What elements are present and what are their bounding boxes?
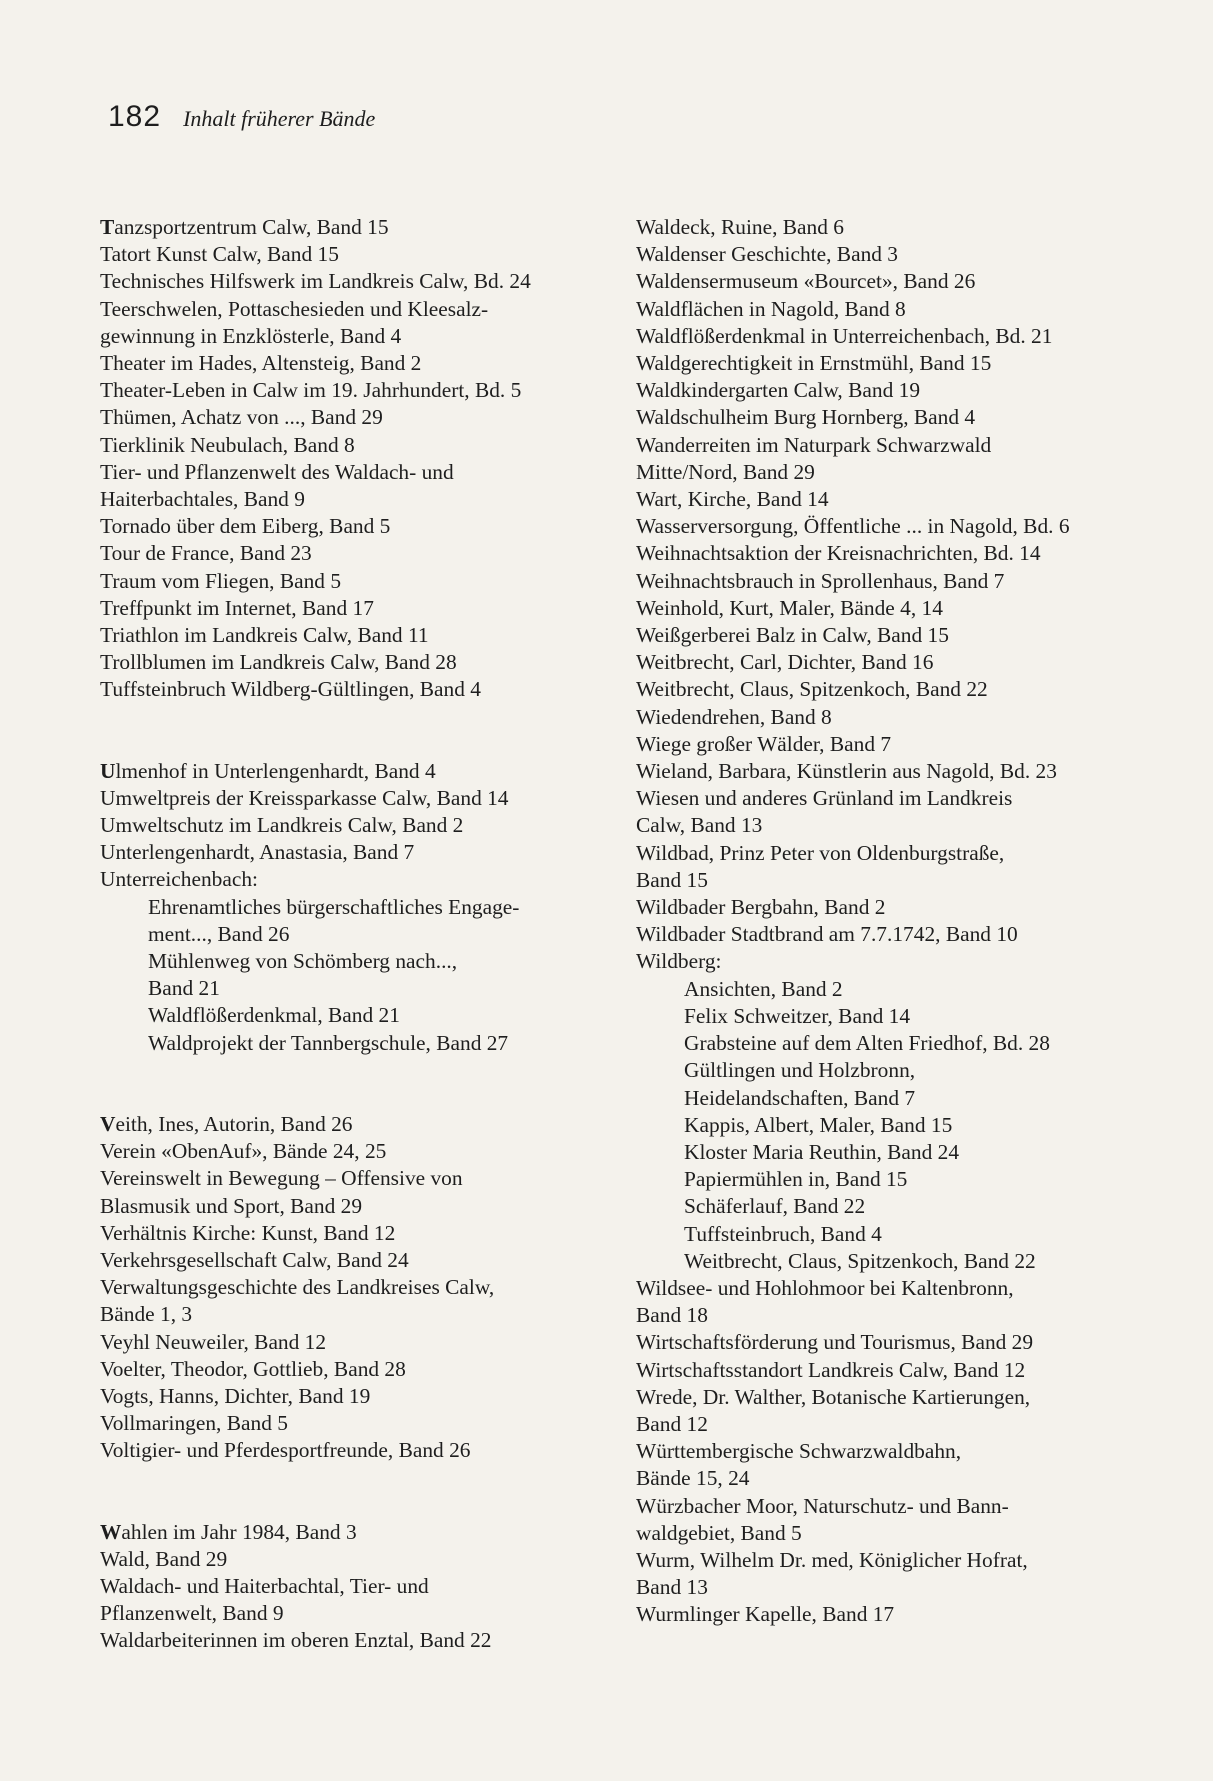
index-subentry: Ehrenamtliches bürgerschaftliches Engage- bbox=[148, 894, 520, 919]
index-subentry: Gültlingen und Holzbronn, bbox=[684, 1058, 916, 1083]
index-entry: Pflanzenwelt, Band 9 bbox=[100, 1601, 284, 1626]
index-entry: waldgebiet, Band 5 bbox=[636, 1520, 802, 1545]
index-entry: Tatort Kunst Calw, Band 15 bbox=[100, 242, 339, 267]
index-entry: Tanzsportzentrum Calw, Band 15 bbox=[100, 215, 389, 239]
index-entry: Band 13 bbox=[636, 1575, 708, 1600]
index-entry: Mitte/Nord, Band 29 bbox=[636, 459, 815, 484]
index-entry: Veith, Ines, Autorin, Band 26 bbox=[100, 1111, 353, 1136]
index-entry: Trollblumen im Landkreis Calw, Band 28 bbox=[100, 650, 457, 675]
index-entry: Band 18 bbox=[636, 1303, 708, 1328]
index-entry: Thümen, Achatz von ..., Band 29 bbox=[100, 405, 383, 430]
index-entry: Wurmlinger Kapelle, Band 17 bbox=[636, 1602, 895, 1627]
index-entry: Waldarbeiterinnen im oberen Enztal, Band 22 bbox=[100, 1628, 492, 1653]
index-entry: Waldeck, Ruine, Band 6 bbox=[636, 215, 844, 239]
index-entry: Wart, Kirche, Band 14 bbox=[636, 487, 829, 512]
index-entry: Weißgerberei Balz in Calw, Band 15 bbox=[636, 623, 949, 648]
section-gap bbox=[100, 1057, 620, 1111]
index-subentry: ment..., Band 26 bbox=[148, 921, 290, 946]
index-entry: Wildbad, Prinz Peter von Oldenburgstraße, bbox=[636, 840, 1005, 865]
index-entry: Bände 1, 3 bbox=[100, 1302, 193, 1327]
index-entry: Wanderreiten im Naturpark Schwarzwald bbox=[636, 432, 992, 457]
index-entry: Wildsee- und Hohlohmoor bei Kaltenbronn, bbox=[636, 1275, 1014, 1300]
index-entry: Wieland, Barbara, Künstlerin aus Nagold, Bd. 23 bbox=[636, 759, 1057, 784]
index-entry: Verwaltungsgeschichte des Landkreises Calw, bbox=[100, 1275, 495, 1300]
index-subentry: Schäferlauf, Band 22 bbox=[684, 1194, 866, 1219]
index-entry: Waldflächen in Nagold, Band 8 bbox=[636, 296, 906, 321]
index-entry: Weihnachtsbrauch in Sprollenhaus, Band 7 bbox=[636, 568, 1005, 593]
index-column-left bbox=[100, 214, 620, 1655]
index-entry: Weitbrecht, Claus, Spitzenkoch, Band 22 bbox=[636, 677, 988, 702]
index-entry: Calw, Band 13 bbox=[636, 813, 763, 838]
index-entry: Wildberg: bbox=[636, 949, 722, 974]
index-subentry: Weitbrecht, Claus, Spitzenkoch, Band 22 bbox=[684, 1248, 1036, 1273]
index-entry: Waldschulheim Burg Hornberg, Band 4 bbox=[636, 405, 976, 430]
index-entry: Weihnachtsaktion der Kreisnachrichten, Bd. 14 bbox=[636, 541, 1041, 566]
index-entry: Wiesen und anderes Grünland im Landkreis bbox=[636, 786, 1013, 811]
index-entry: Wurm, Wilhelm Dr. med, Königlicher Hofrat, bbox=[636, 1547, 1028, 1572]
index-entry: Waldach- und Haiterbachtal, Tier- und bbox=[100, 1573, 429, 1598]
index-entry: Tornado über dem Eiberg, Band 5 bbox=[100, 514, 391, 539]
index-subentry: Felix Schweitzer, Band 14 bbox=[684, 1003, 911, 1028]
index-entry: Wirtschaftsförderung und Tourismus, Band 29 bbox=[636, 1330, 1034, 1355]
index-subentry: Band 21 bbox=[148, 976, 220, 1001]
index-entry: Voltigier- und Pferdesportfreunde, Band 26 bbox=[100, 1438, 471, 1463]
index-entry: Traum vom Fliegen, Band 5 bbox=[100, 568, 342, 593]
index-entry: Tour de France, Band 23 bbox=[100, 541, 312, 566]
index-entry: Waldenser Geschichte, Band 3 bbox=[636, 242, 899, 267]
index-entry: Triathlon im Landkreis Calw, Band 11 bbox=[100, 623, 429, 648]
index-entry: Waldkindergarten Calw, Band 19 bbox=[636, 378, 921, 403]
index-entry: Vogts, Hanns, Dichter, Band 19 bbox=[100, 1383, 371, 1408]
index-entry: Waldgerechtigkeit in Ernstmühl, Band 15 bbox=[636, 351, 992, 376]
section-gap bbox=[100, 704, 620, 758]
index-entry: Ulmenhof in Unterlengenhardt, Band 4 bbox=[100, 758, 436, 783]
index-entry: Teerschwelen, Pottaschesieden und Kleesalz- bbox=[100, 296, 489, 321]
index-entry: Tier- und Pflanzenwelt des Waldach- und bbox=[100, 459, 454, 484]
running-title: Inhalt früherer Bände bbox=[183, 106, 376, 131]
index-subentry: Grabsteine auf dem Alten Friedhof, Bd. 28 bbox=[684, 1031, 1050, 1056]
index-entry: Band 12 bbox=[636, 1411, 708, 1436]
index-entry: Wildbader Bergbahn, Band 2 bbox=[636, 895, 886, 920]
index-entry: Umweltpreis der Kreissparkasse Calw, Band 14 bbox=[100, 785, 509, 810]
index-entry: Waldensermuseum «Bourcet», Band 26 bbox=[636, 269, 976, 294]
index-entry: Weinhold, Kurt, Maler, Bände 4, 14 bbox=[636, 595, 943, 620]
index-subentry: Ansichten, Band 2 bbox=[684, 976, 843, 1001]
index-subentry: Heidelandschaften, Band 7 bbox=[684, 1085, 916, 1110]
index-entry: Theater-Leben in Calw im 19. Jahrhundert, Bd. 5 bbox=[100, 378, 522, 403]
index-entry: Wiedendrehen, Band 8 bbox=[636, 704, 832, 729]
index-column-right bbox=[636, 214, 1146, 1629]
index-entry: Umweltschutz im Landkreis Calw, Band 2 bbox=[100, 813, 464, 838]
index-entry: Blasmusik und Sport, Band 29 bbox=[100, 1193, 363, 1218]
index-entry: Verkehrsgesellschaft Calw, Band 24 bbox=[100, 1247, 409, 1272]
index-subentry: Papiermühlen in, Band 15 bbox=[684, 1167, 908, 1192]
index-entry: Verein «ObenAuf», Bände 24, 25 bbox=[100, 1139, 387, 1164]
index-subentry: Kloster Maria Reuthin, Band 24 bbox=[684, 1139, 960, 1164]
index-entry: Veyhl Neuweiler, Band 12 bbox=[100, 1329, 327, 1354]
index-entry: Wasserversorgung, Öffentliche ... in Nagold, Bd. 6 bbox=[636, 514, 1070, 539]
index-entry: Wahlen im Jahr 1984, Band 3 bbox=[100, 1519, 357, 1544]
index-entry: Tierklinik Neubulach, Band 8 bbox=[100, 432, 355, 457]
index-entry: Treffpunkt im Internet, Band 17 bbox=[100, 595, 374, 620]
index-entry: Vollmaringen, Band 5 bbox=[100, 1411, 288, 1436]
index-entry: Theater im Hades, Altensteig, Band 2 bbox=[100, 351, 422, 376]
index-entry: Unterlengenhardt, Anastasia, Band 7 bbox=[100, 840, 415, 865]
index-subentry: Waldflößerdenkmal, Band 21 bbox=[148, 1003, 400, 1028]
index-entry: Waldflößerdenkmal in Unterreichenbach, Bd. 21 bbox=[636, 323, 1053, 348]
index-entry: Würzbacher Moor, Naturschutz- und Bann- bbox=[636, 1493, 1009, 1518]
index-entry: Wald, Band 29 bbox=[100, 1546, 228, 1571]
index-entry: Bände 15, 24 bbox=[636, 1466, 750, 1491]
index-entry: Voelter, Theodor, Gottlieb, Band 28 bbox=[100, 1356, 406, 1381]
index-subentry: Tuffsteinbruch, Band 4 bbox=[684, 1221, 882, 1246]
index-entry: Wildbader Stadtbrand am 7.7.1742, Band 10 bbox=[636, 922, 1018, 947]
index-subentry: Mühlenweg von Schömberg nach..., bbox=[148, 949, 458, 974]
index-subentry: Kappis, Albert, Maler, Band 15 bbox=[684, 1112, 953, 1137]
section-gap bbox=[100, 1465, 620, 1519]
index-entry: Wirtschaftsstandort Landkreis Calw, Band 12 bbox=[636, 1357, 1026, 1382]
index-entry: Tuffsteinbruch Wildberg-Gültlingen, Band 4 bbox=[100, 677, 481, 702]
index-entry: Haiterbachtales, Band 9 bbox=[100, 487, 305, 512]
index-entry: Wrede, Dr. Walther, Botanische Kartierungen, bbox=[636, 1384, 1031, 1409]
running-head bbox=[108, 100, 375, 134]
index-entry: Band 15 bbox=[636, 867, 708, 892]
index-entry: Vereinswelt in Bewegung – Offensive von bbox=[100, 1166, 463, 1191]
index-entry: Technisches Hilfswerk im Landkreis Calw, Bd. 24 bbox=[100, 269, 531, 294]
index-entry: Unterreichenbach: bbox=[100, 867, 258, 892]
page-number: 182 bbox=[108, 100, 162, 133]
index-entry: gewinnung in Enzklösterle, Band 4 bbox=[100, 323, 402, 348]
index-entry: Württembergische Schwarzwaldbahn, bbox=[636, 1439, 962, 1464]
index-subentry: Waldprojekt der Tannbergschule, Band 27 bbox=[148, 1030, 509, 1055]
index-entry: Weitbrecht, Carl, Dichter, Band 16 bbox=[636, 650, 934, 675]
index-entry: Wiege großer Wälder, Band 7 bbox=[636, 731, 892, 756]
index-entry: Verhältnis Kirche: Kunst, Band 12 bbox=[100, 1220, 396, 1245]
